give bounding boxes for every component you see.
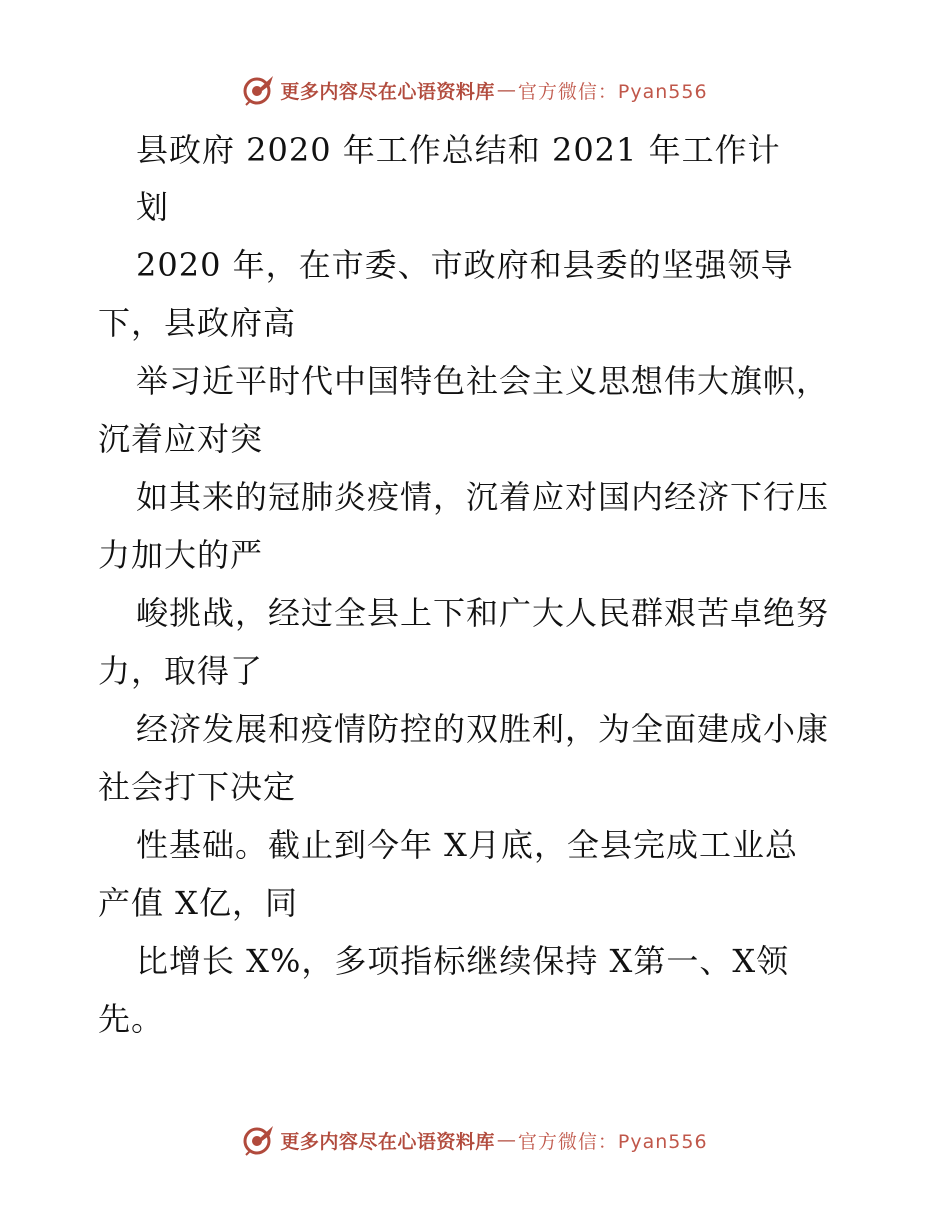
quill-logo-icon xyxy=(242,1123,276,1157)
paragraph-line: 经济发展和疫情防控的双胜利，为全面建成小康 xyxy=(136,710,830,748)
paragraph-line: 沉着应对突 xyxy=(98,420,264,458)
footer-watermark xyxy=(0,1120,950,1160)
paragraph-line: 如其来的冠肺炎疫情，沉着应对国内经济下行压 xyxy=(136,478,830,516)
watermark-brand: 更多内容尽在心语资料库 xyxy=(280,1130,495,1153)
paragraph-line: 举习近平时代中国特色社会主义思想伟大旗帜， xyxy=(136,362,830,400)
paragraph-line: 社会打下决定 xyxy=(98,768,297,806)
doc-title-line-2: 划 xyxy=(136,188,170,226)
watermark-brand: 更多内容尽在心语资料库 xyxy=(280,80,495,103)
paragraph-line: 2020 年，在市委、市政府和县委的坚强领导 xyxy=(136,246,794,284)
paragraph-line: 下，县政府高 xyxy=(98,304,297,342)
paragraph-line: 力，取得了 xyxy=(98,652,264,690)
doc-title-line-1: 县政府 2020 年工作总结和 2021 年工作计 xyxy=(136,131,781,169)
paragraph-line: 比增长 X%，多项指标继续保持 X第一、X领 xyxy=(136,942,790,980)
paragraph-line: 力加大的严 xyxy=(98,536,264,574)
watermark-wechat: 官方微信：Pyan556 xyxy=(517,80,708,103)
paragraph-line: 先。 xyxy=(98,1000,165,1038)
paragraph-line: 产值 X亿，同 xyxy=(98,884,298,922)
watermark-dash: — xyxy=(496,79,516,101)
quill-logo-icon xyxy=(242,73,276,107)
header-watermark xyxy=(0,70,950,110)
watermark-dash: — xyxy=(496,1129,516,1151)
paragraph-line: 性基础。截止到今年 X月底，全县完成工业总 xyxy=(136,826,798,864)
paragraph-line: 峻挑战，经过全县上下和广大人民群艰苦卓绝努 xyxy=(136,594,830,632)
watermark-wechat: 官方微信：Pyan556 xyxy=(517,1130,708,1153)
